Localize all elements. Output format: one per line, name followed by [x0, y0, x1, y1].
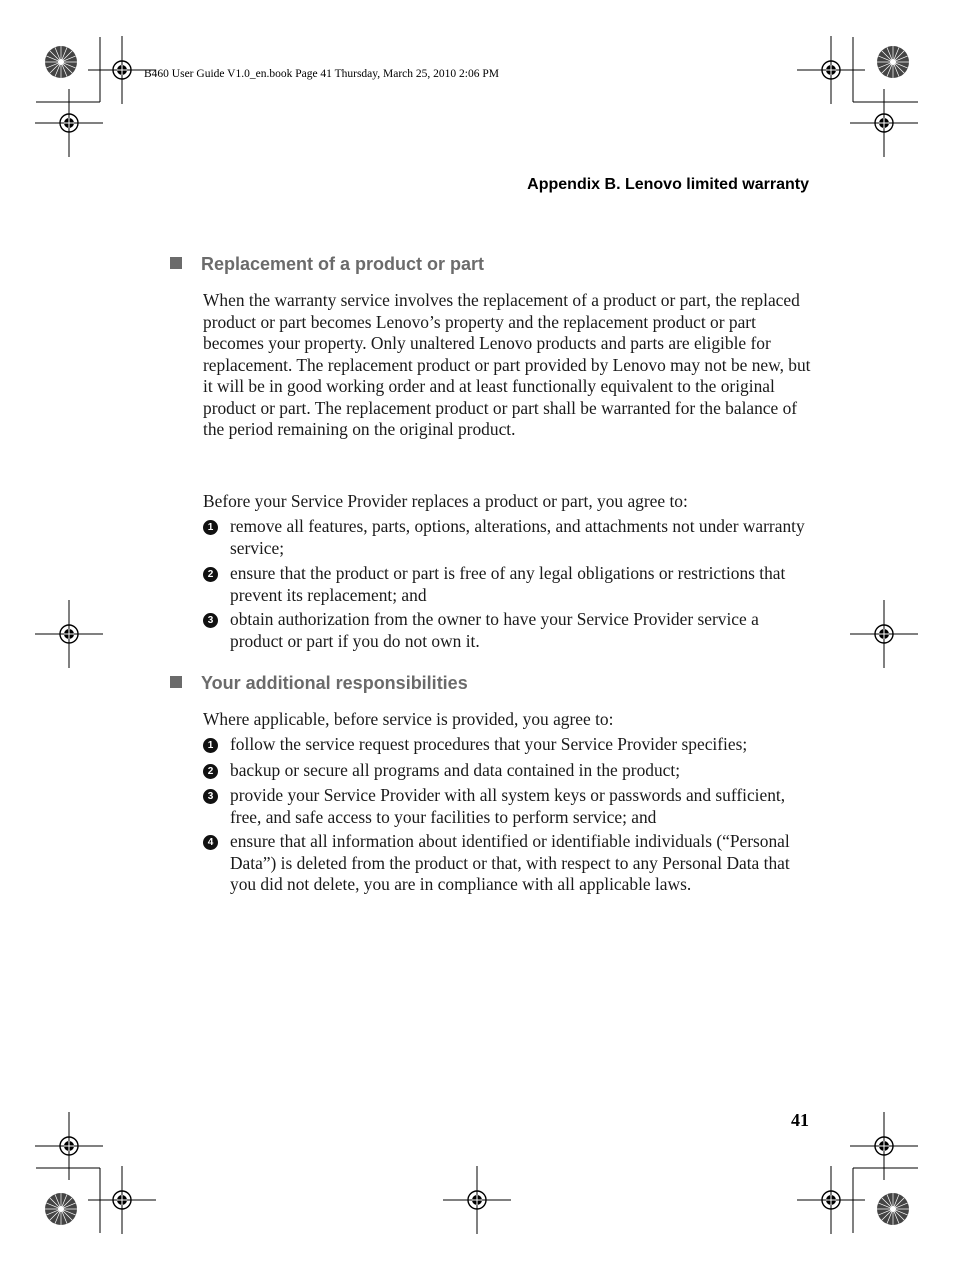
- list-item-text: provide your Service Provider with all system keys or passwords and sufficient, free, and safe access to your facilities to perform service; and: [230, 785, 786, 827]
- running-header: Appendix B. Lenovo limited warranty: [527, 176, 809, 193]
- star-target-bottom-right: [877, 1193, 909, 1225]
- responsibilities-intro: Where applicable, before service is provided, you agree to:: [203, 709, 614, 729]
- print-slug: B460 User Guide V1.0_en.book Page 41 Thursday, March 25, 2010 2:06 PM: [144, 68, 499, 80]
- list-item: [203, 563, 813, 606]
- replacement-intro: Before your Service Provider replaces a product or part, you agree to:: [203, 491, 688, 511]
- section-heading-text: Replacement of a product or part: [201, 254, 485, 274]
- section-heading-replacement: [170, 254, 484, 275]
- registration-mark-bottom-right-2: [797, 1166, 865, 1234]
- registration-mark-top-left-2: [35, 89, 103, 157]
- list-item-text: ensure that all information about identified or identifiable individuals (“Personal Data”) is deleted from the product or that, with respect to any Personal Data that you did not delete, you are in compliance with all applicable laws.: [230, 831, 790, 894]
- registration-mark-mid-right: [850, 600, 918, 668]
- registration-mark-bottom-left-2: [88, 1166, 156, 1234]
- number-2-icon: 2: [203, 764, 218, 779]
- number-1-icon: 1: [203, 738, 218, 753]
- number-2-icon: 2: [203, 567, 218, 582]
- registration-mark-bottom-right-1: [850, 1112, 918, 1180]
- list-item-text: obtain authorization from the owner to have your Service Provider service a product or part if you do not own it.: [230, 609, 759, 651]
- replacement-paragraph: When the warranty service involves the replacement of a product or part, the replaced product or part becomes Lenovo’s property and the replacement product or part becomes your property. Only unaltered Lenovo products and parts are eligible for replacement. The replacement product or part provided by Lenovo may not be new, but it will be in good working order and at least functionally equivalent to the original product or part. The replacement product or part shall be warranted for the balance of the period remaining on the original product.: [203, 290, 811, 439]
- number-4-icon: 4: [203, 835, 218, 850]
- registration-mark-mid-left: [35, 600, 103, 668]
- list-item: [203, 609, 813, 652]
- star-target-top-left: [45, 46, 77, 78]
- list-item-text: backup or secure all programs and data contained in the product;: [230, 760, 681, 780]
- star-target-bottom-left: [45, 1193, 77, 1225]
- section-heading-responsibilities: [170, 673, 468, 694]
- registration-mark-bottom-left-1: [35, 1112, 103, 1180]
- registration-mark-top-right-2: [850, 89, 918, 157]
- number-1-icon: 1: [203, 520, 218, 535]
- list-item: [203, 516, 813, 559]
- list-item: [203, 831, 813, 896]
- list-item: [203, 734, 813, 756]
- list-item: [203, 760, 813, 782]
- registration-mark-top-right-1: [797, 36, 865, 104]
- number-3-icon: 3: [203, 789, 218, 804]
- list-item: [203, 785, 813, 828]
- list-item-text: ensure that the product or part is free of any legal obligations or restrictions that prevent its replacement; and: [230, 563, 786, 605]
- section-heading-text: Your additional responsibilities: [201, 673, 468, 693]
- page-number: 41: [791, 1110, 809, 1130]
- square-bullet-icon: [170, 257, 182, 269]
- square-bullet-icon: [170, 676, 182, 688]
- list-item-text: remove all features, parts, options, alterations, and attachments not under warranty service;: [230, 516, 805, 558]
- list-item-text: follow the service request procedures that your Service Provider specifies;: [230, 734, 748, 754]
- number-3-icon: 3: [203, 613, 218, 628]
- registration-mark-bottom-center: [443, 1166, 511, 1234]
- star-target-top-right: [877, 46, 909, 78]
